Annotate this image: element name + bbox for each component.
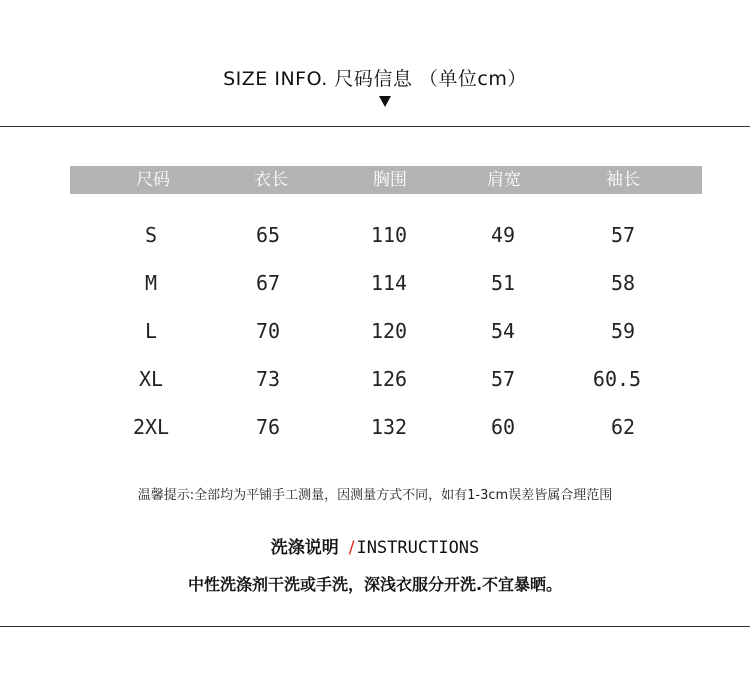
divider-top: [0, 126, 750, 127]
washing-instructions-title: [0, 533, 750, 558]
cell-length: 70: [255, 319, 281, 343]
cell-chest: 132: [370, 415, 408, 439]
cell-size: L: [144, 319, 158, 343]
cell-sleeve: 57: [610, 223, 636, 247]
cell-chest: 110: [370, 223, 408, 247]
cell-sleeve: 59: [610, 319, 636, 343]
cell-length: 67: [255, 271, 281, 295]
cell-shoulder: 57: [490, 367, 516, 391]
cell-length: 65: [255, 223, 281, 247]
cell-size: M: [144, 271, 158, 295]
table-row: [0, 316, 750, 346]
table-row: [0, 412, 750, 442]
cell-size: 2XL: [132, 415, 170, 439]
washing-title-slash: /: [348, 538, 355, 558]
table-row: [0, 268, 750, 298]
cell-size: XL: [138, 367, 164, 391]
cell-chest: 120: [370, 319, 408, 343]
cell-sleeve: 62: [610, 415, 636, 439]
cell-length: 76: [255, 415, 281, 439]
column-header-size: 尺码: [136, 170, 170, 190]
column-header-shoulder: 肩宽: [487, 170, 521, 190]
column-header-chest: 胸围: [373, 170, 407, 190]
cell-shoulder: 49: [490, 223, 516, 247]
table-row: [0, 220, 750, 250]
divider-bottom: [0, 626, 750, 627]
washing-title-en: INSTRUCTIONS: [356, 538, 480, 558]
page-title: SIZE INFO. 尺码信息 （单位cm）: [223, 68, 527, 90]
cell-shoulder: 54: [490, 319, 516, 343]
cell-size: S: [144, 223, 158, 247]
column-header-length: 衣长: [254, 170, 288, 190]
cell-length: 73: [255, 367, 281, 391]
column-header-sleeve: 袖长: [606, 170, 640, 190]
cell-sleeve: 58: [610, 271, 636, 295]
cell-shoulder: 60: [490, 415, 516, 439]
washing-instructions-text: 中性洗涤剂干洗或手洗，深浅衣服分开洗.不宜暴晒。: [187, 575, 563, 594]
measurement-tip: 温馨提示:全部均为平铺手工测量，因测量方式不同，如有1-3cm误差皆属合理范围: [137, 488, 613, 503]
down-arrow-icon: [379, 96, 391, 107]
cell-chest: 126: [370, 367, 408, 391]
cell-chest: 114: [370, 271, 408, 295]
cell-shoulder: 51: [490, 271, 516, 295]
size-table-header: [70, 166, 702, 194]
cell-sleeve: 60.5: [592, 367, 642, 391]
table-row: [0, 364, 750, 394]
washing-title-cn: 洗涤说明: [270, 538, 339, 558]
